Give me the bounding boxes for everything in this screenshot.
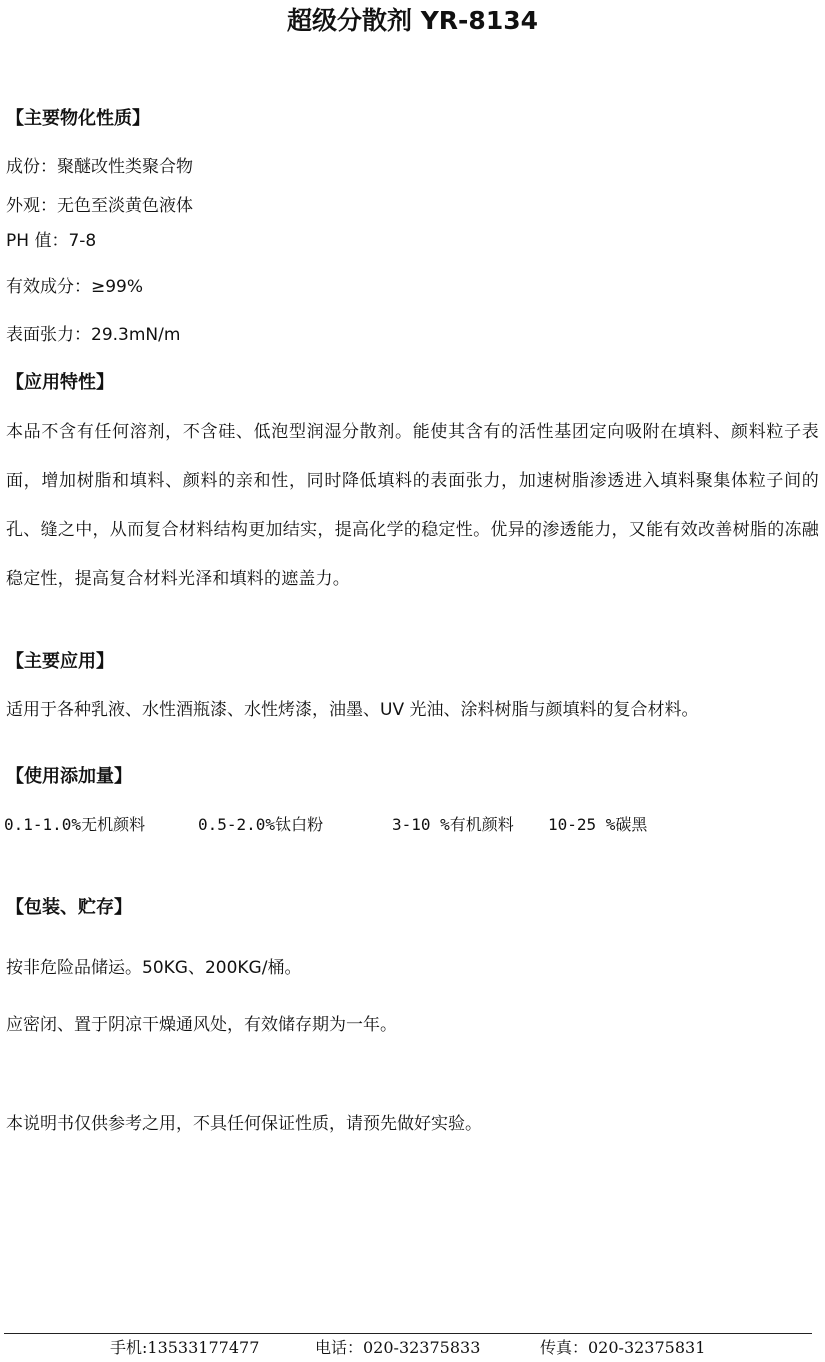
document-title: 超级分散剂 YR-8134	[286, 6, 538, 35]
section-heading-applications: 【主要应用】	[6, 651, 114, 672]
storage-text: 应密闭、置于阴凉干燥通风处，有效储存期为一年。	[6, 1015, 397, 1035]
surface-tension-text: 表面张力：29.3mN/m	[6, 325, 181, 345]
applications-text: 适用于各种乳液、水性酒瓶漆、水性烤漆，油墨、UV 光油、涂料树脂与颜填料的复合材料。	[6, 700, 699, 720]
footer-divider	[4, 1333, 812, 1334]
footer-fax: 传真：020-32375831	[540, 1338, 706, 1357]
section-heading-properties: 【主要物化性质】	[6, 108, 150, 129]
active-content-text: 有效成分：≥99%	[6, 277, 144, 297]
appearance-text: 外观：无色至淡黄色液体	[6, 196, 193, 216]
transport-text: 按非危险品储运。50KG、200KG/桶。	[6, 958, 302, 978]
dosage-item-organic: 3-10 %有机颜料	[392, 815, 514, 834]
features-paragraph: 本品不含有任何溶剂，不含硅、低泡型润湿分散剂。能使其含有的活性基团定向吸附在填料、颜料粒子表面，增加树脂和填料、颜料的亲和性，同时降低填料的表面张力，加速树脂渗透进入填料聚集体粒子间的孔、缝之中，从而复合材料结构更加结实，提高化学的稳定性。优异的渗透能力，又能有效改善树脂的冻融稳定性，提高复合材料光泽和填料的遮盖力。	[6, 422, 819, 589]
footer-mobile: 手机:13533177477	[110, 1338, 260, 1357]
ph-text: PH 值：7-8	[6, 231, 97, 251]
disclaimer-text: 本说明书仅供参考之用，不具任何保证性质，请预先做好实验。	[6, 1114, 482, 1134]
dosage-item-titanium: 0.5-2.0%钛白粉	[198, 815, 324, 834]
section-heading-features: 【应用特性】	[6, 372, 114, 393]
composition-text: 成份：聚醚改性类聚合物	[6, 157, 193, 177]
dosage-item-carbon-black: 10-25 %碳黑	[548, 815, 648, 834]
footer-phone: 电话：020-32375833	[315, 1338, 481, 1357]
section-heading-packaging: 【包装、贮存】	[6, 897, 132, 918]
section-heading-dosage: 【使用添加量】	[6, 766, 132, 787]
dosage-item-inorganic: 0.1-1.0%无机颜料	[4, 815, 146, 834]
